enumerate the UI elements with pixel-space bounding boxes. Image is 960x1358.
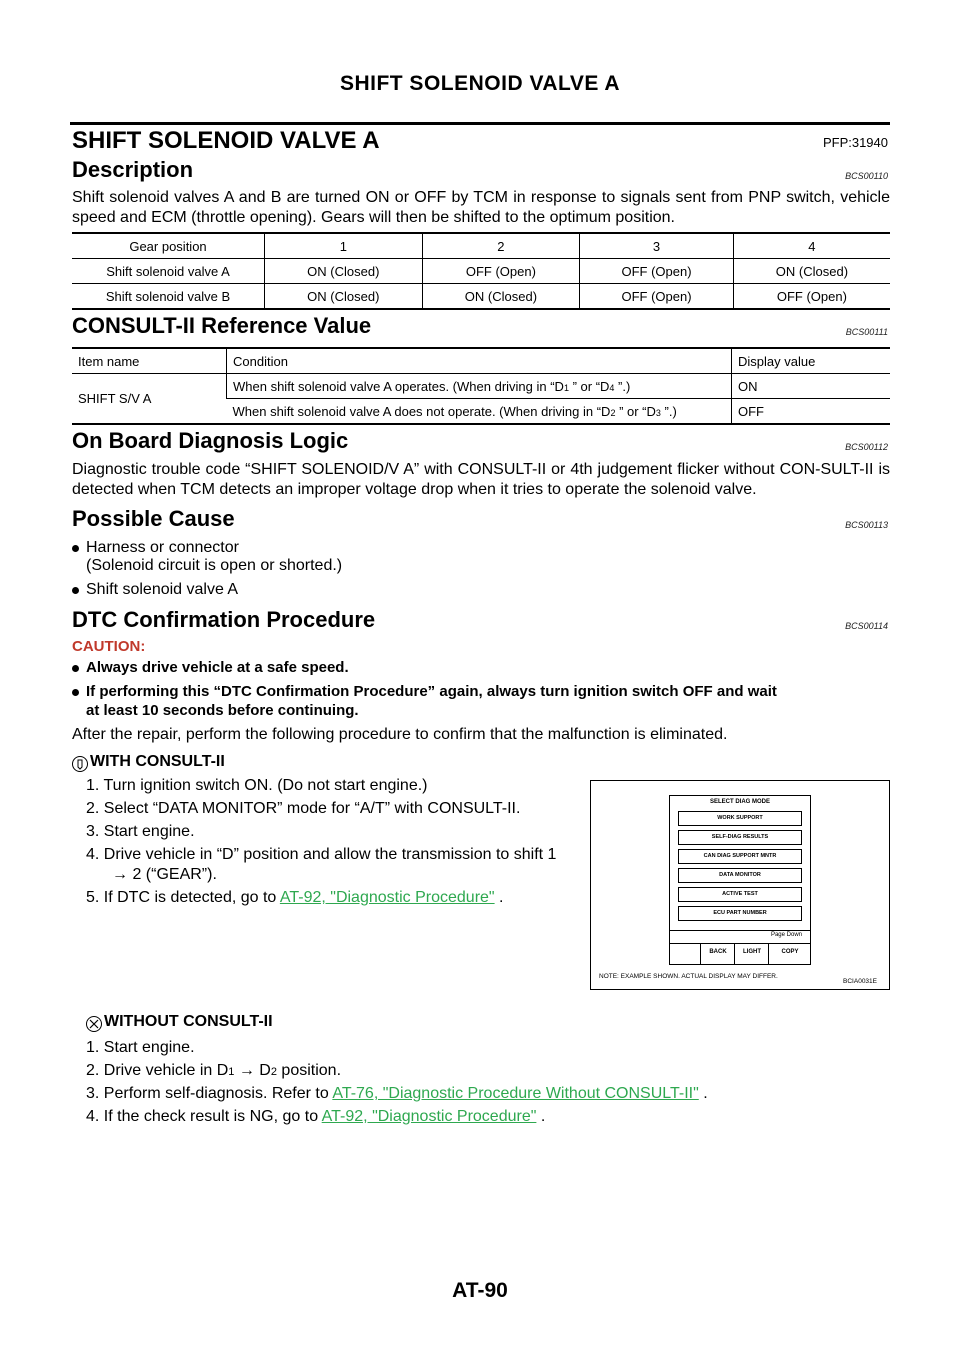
table-row: [72, 259, 890, 284]
table-cell: OFF (Open): [580, 259, 734, 284]
table-header: Condition: [227, 348, 732, 374]
step-item: 4. Drive vehicle in “D” position and allow the transmission to shift 1: [86, 846, 557, 863]
obd-logic-heading: On Board Diagnosis Logic: [72, 428, 349, 453]
table-cell: OFF (Open): [422, 259, 580, 284]
description-code: BCS00110: [845, 171, 888, 181]
list-item: (Solenoid circuit is open or shorted.): [86, 557, 343, 574]
table-cell: SHIFT S/V A: [72, 374, 227, 425]
dtc-heading: DTC Confirmation Procedure: [72, 607, 376, 632]
after-repair-text: After the repair, perform the following procedure to confirm that the malfunction is eliminated.: [72, 726, 728, 743]
table-cell: ON (Closed): [265, 284, 423, 310]
page-number: AT-90: [452, 1279, 508, 1302]
light-button[interactable]: LIGHT: [743, 949, 761, 955]
caution-item: Always drive vehicle at a safe speed.: [86, 659, 349, 676]
caution-label: CAUTION:: [72, 638, 146, 655]
list-item: Shift solenoid valve A: [86, 581, 239, 598]
table-cell: 4: [733, 233, 890, 259]
dtc-code: BCS00114: [845, 621, 888, 631]
divider: [734, 943, 735, 964]
table-cell: 2: [422, 233, 580, 259]
possible-cause-heading: Possible Cause: [72, 506, 235, 531]
consult-pen-icon: [72, 756, 88, 772]
consult-ref-heading: CONSULT-II Reference Value: [72, 313, 372, 338]
divider: [700, 943, 701, 964]
obd-logic-code: BCS00112: [845, 442, 888, 452]
back-button[interactable]: BACK: [709, 949, 727, 955]
caution-item-cont: at least 10 seconds before continuing.: [86, 702, 359, 719]
bullet-icon: [72, 587, 79, 594]
table-header: Display value: [732, 348, 891, 374]
table-cell: ON: [732, 374, 891, 399]
figure-code: BCIA0031E: [843, 978, 877, 985]
active-test-button[interactable]: ACTIVE TEST: [678, 887, 802, 902]
table-cell: OFF: [732, 399, 891, 425]
step-item: 1. Turn ignition switch ON. (Do not start engine.): [86, 777, 428, 794]
work-support-button[interactable]: WORK SUPPORT: [678, 811, 802, 826]
bullet-icon: [72, 665, 79, 672]
diagnostic-procedure-link[interactable]: AT-92, "Diagnostic Procedure": [279, 889, 495, 906]
table-cell: Shift solenoid valve A: [72, 259, 265, 284]
divider: [670, 930, 810, 931]
divider: [768, 943, 769, 964]
step-item: 2. Select “DATA MONITOR” mode for “A/T” with CONSULT-II.: [86, 800, 521, 817]
table-cell: OFF (Open): [733, 284, 890, 310]
table-cell: 1: [265, 233, 423, 259]
step-item: 5. If DTC is detected, go to AT-92, "Diagnostic Procedure" .: [86, 889, 504, 906]
step-item: 3. Perform self-diagnosis. Refer to AT-76, "Diagnostic Procedure Without CONSULT-II" .: [86, 1085, 708, 1102]
step-item: 4. If the check result is NG, go to AT-92, "Diagnostic Procedure" .: [86, 1108, 546, 1125]
step-item: 1. Start engine.: [86, 1039, 195, 1056]
table-cell: OFF (Open): [580, 284, 734, 310]
top-rule: [70, 122, 890, 125]
screen-title: SELECT DIAG MODE: [709, 799, 770, 805]
data-monitor-button[interactable]: DATA MONITOR: [678, 868, 802, 883]
table-cell: When shift solenoid valve A does not operate. (When driving in “D2 ” or “D3 ”.): [232, 403, 677, 419]
bullet-icon: [72, 689, 79, 696]
no-consult-icon: [86, 1016, 102, 1032]
possible-cause-code: BCS00113: [845, 520, 888, 530]
table-cell: Gear position: [72, 233, 265, 259]
step-item-cont: → 2 (“GEAR”).: [112, 866, 217, 883]
copy-button[interactable]: COPY: [781, 949, 799, 955]
step-item: 2. Drive vehicle in D1 → D2 position.: [86, 1062, 342, 1079]
gear-table: [72, 232, 890, 310]
description-heading: Description: [72, 157, 194, 182]
bullet-icon: [72, 545, 79, 552]
divider: [670, 943, 810, 944]
table-cell: 3: [580, 233, 734, 259]
ecu-part-number-button[interactable]: ECU PART NUMBER: [678, 906, 802, 921]
self-diag-results-button[interactable]: SELF-DIAG RESULTS: [678, 830, 802, 845]
table-row: [72, 284, 890, 310]
figure-note: NOTE: EXAMPLE SHOWN. ACTUAL DISPLAY MAY DIFFER.: [599, 973, 778, 980]
list-item: Harness or connector: [86, 539, 239, 556]
table-row: [72, 374, 890, 399]
table-cell: ON (Closed): [265, 259, 423, 284]
table-row: [72, 233, 890, 259]
table-row: [72, 348, 890, 374]
self-diagnosis-link[interactable]: AT-76, "Diagnostic Procedure Without CONSULT-II": [332, 1085, 699, 1102]
without-consult-label: WITHOUT CONSULT-II: [104, 1013, 273, 1030]
pfp-code: PFP:31940: [822, 135, 888, 150]
consult-ref-code: BCS00111: [845, 327, 888, 337]
consult-screen-figure: [590, 780, 890, 990]
running-head: SHIFT SOLENOID VALVE A: [339, 72, 621, 95]
table-cell: ON (Closed): [422, 284, 580, 310]
description-text: Shift solenoid valves A and B are turned ON or OFF by TCM in response to signals sent from PNP switch, vehicle speed and ECM (throttle opening). Gears will then be shifted to the optimum position.: [72, 189, 890, 226]
consult-screen: [669, 795, 811, 965]
consult-ref-table: [72, 347, 890, 425]
can-diag-support-button[interactable]: CAN DIAG SUPPORT MNTR: [678, 849, 802, 864]
page-title: SHIFT SOLENOID VALVE A: [72, 127, 380, 154]
caution-item: If performing this “DTC Confirmation Procedure” again, always turn ignition switch OFF and wait: [86, 683, 777, 700]
obd-logic-text: Diagnostic trouble code “SHIFT SOLENOID/V A” with CONSULT-II or 4th judgement flicker without CON-SULT-II is detected when TCM detects an improper voltage drop when it tries to operate the solenoid valve.: [72, 461, 890, 498]
diagnostic-procedure-link[interactable]: AT-92, "Diagnostic Procedure": [321, 1108, 537, 1125]
table-cell: ON (Closed): [733, 259, 890, 284]
table-header: Item name: [72, 348, 227, 374]
page-down-button[interactable]: Page Down: [770, 932, 802, 938]
table-cell: Shift solenoid valve B: [105, 288, 231, 304]
with-consult-label: WITH CONSULT-II: [90, 753, 225, 770]
table-cell: When shift solenoid valve A operates. (When driving in “D1 ” or “D4 ”.): [227, 374, 732, 399]
step-item: 3. Start engine.: [86, 823, 195, 840]
